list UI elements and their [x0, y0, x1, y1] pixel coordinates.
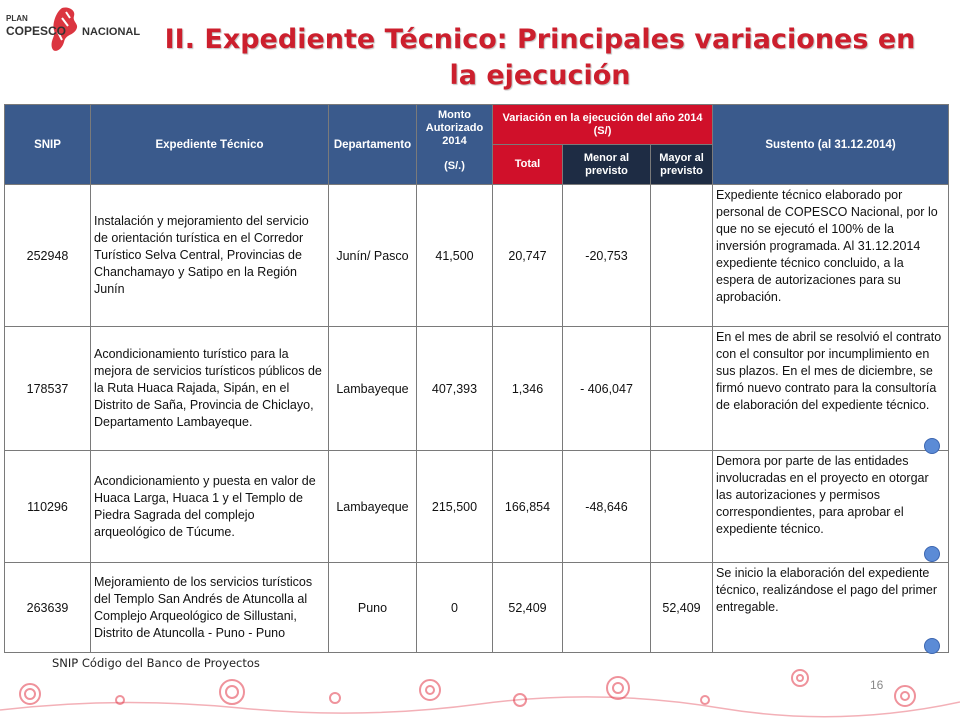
header-variacion: Variación en la ejecución del año 2014 (S/) — [493, 105, 713, 145]
cell-menor: - 406,047 — [563, 327, 651, 451]
logo-text-nacional: NACIONAL — [82, 26, 141, 38]
header-monto-label: Monto Autorizado 2014 — [425, 109, 484, 147]
header-total: Total — [493, 145, 563, 185]
cell-snip: 110296 — [5, 451, 91, 563]
cell-total: 20,747 — [493, 185, 563, 327]
cell-mayor: 52,409 — [651, 563, 713, 653]
cell-monto: 215,500 — [417, 451, 493, 563]
cell-sustento: Expediente técnico elaborado por personal de COPESCO Nacional, por lo que no se ejecutó el 100% de la inversión programada. Al 31.12.2014 expediente técnico concluido, a la espera de autorizaciones para su aprobación. — [713, 185, 949, 327]
cell-departamento: Junín/ Pasco — [329, 185, 417, 327]
bullet-dot-icon — [924, 546, 940, 562]
logo-graphic — [4, 4, 154, 66]
header-monto — [417, 105, 493, 185]
table-row — [5, 451, 949, 563]
table-row — [5, 327, 949, 451]
slide-title: II. Expediente Técnico: Principales variaciones en la ejecución — [164, 24, 916, 91]
plan-copesco-logo — [4, 4, 154, 66]
cell-snip: 252948 — [5, 185, 91, 327]
cell-mayor — [651, 451, 713, 563]
cell-monto: 41,500 — [417, 185, 493, 327]
cell-total: 52,409 — [493, 563, 563, 653]
table-row — [5, 185, 949, 327]
cell-expediente: Mejoramiento de los servicios turísticos del Templo San Andrés de Atuncolla al Complejo Arqueológico de Sillustani, Distrito de Atuncolla - Puno - Puno — [91, 563, 329, 653]
cell-snip: 178537 — [5, 327, 91, 451]
cell-departamento: Lambayeque — [329, 451, 417, 563]
cell-expediente: Instalación y mejoramiento del servicio de orientación turística en el Corredor Turístico Selva Central, Provincias de Chanchamayo y Satipo en la Región Junín — [91, 185, 329, 327]
footnote: SNIP Código del Banco de Proyectos — [52, 656, 260, 670]
cell-departamento: Puno — [329, 563, 417, 653]
cell-mayor — [651, 327, 713, 451]
cell-sustento: En el mes de abril se resolvió el contrato con el consultor por incumplimiento en sus plazos. En el mes de diciembre, se firmó nuevo contrato para la consultoría de elaboración del expediente técnico. — [713, 327, 949, 451]
header-menor: Menor al previsto — [563, 145, 651, 185]
header-monto-unit: (S/.) — [444, 160, 465, 172]
cell-monto: 407,393 — [417, 327, 493, 451]
header-mayor: Mayor al previsto — [651, 145, 713, 185]
cell-sustento: Demora por parte de las entidades involucradas en el proyecto en otorgar las autorizaciones y permisos correspondientes, para aprobar el expediente técnico. — [713, 451, 949, 563]
cell-sustento: Se inicio la elaboración del expediente técnico, realizándose el pago del primer entregable. — [713, 563, 949, 653]
cell-mayor — [651, 185, 713, 327]
bullet-dot-icon — [924, 638, 940, 654]
cell-expediente: Acondicionamiento turístico para la mejora de servicios turísticos públicos de la Ruta Huaca Rajada, Sipán, en el Distrito de Saña, Provincia de Chiclayo, Departamento Lambayeque. — [91, 327, 329, 451]
cell-menor — [563, 563, 651, 653]
logo-text-copesco: COPESCO — [6, 24, 67, 38]
cell-menor: -20,753 — [563, 185, 651, 327]
cell-expediente: Acondicionamiento y puesta en valor de Huaca Larga, Huaca 1 y el Templo de Piedra Sagrada del complejo arqueológico de Túcume. — [91, 451, 329, 563]
header-departamento: Departamento — [329, 105, 417, 185]
header-sustento: Sustento (al 31.12.2014) — [713, 105, 949, 185]
header-snip: SNIP — [5, 105, 91, 185]
cell-total: 166,854 — [493, 451, 563, 563]
bullet-dot-icon — [924, 438, 940, 454]
table-row — [5, 563, 949, 653]
cell-snip: 263639 — [5, 563, 91, 653]
variations-table — [4, 104, 949, 653]
cell-menor: -48,646 — [563, 451, 651, 563]
page-number: 16 — [870, 678, 884, 692]
cell-departamento: Lambayeque — [329, 327, 417, 451]
header-expediente: Expediente Técnico — [91, 105, 329, 185]
cell-total: 1,346 — [493, 327, 563, 451]
logo-text-plan: PLAN — [6, 14, 28, 23]
cell-monto: 0 — [417, 563, 493, 653]
